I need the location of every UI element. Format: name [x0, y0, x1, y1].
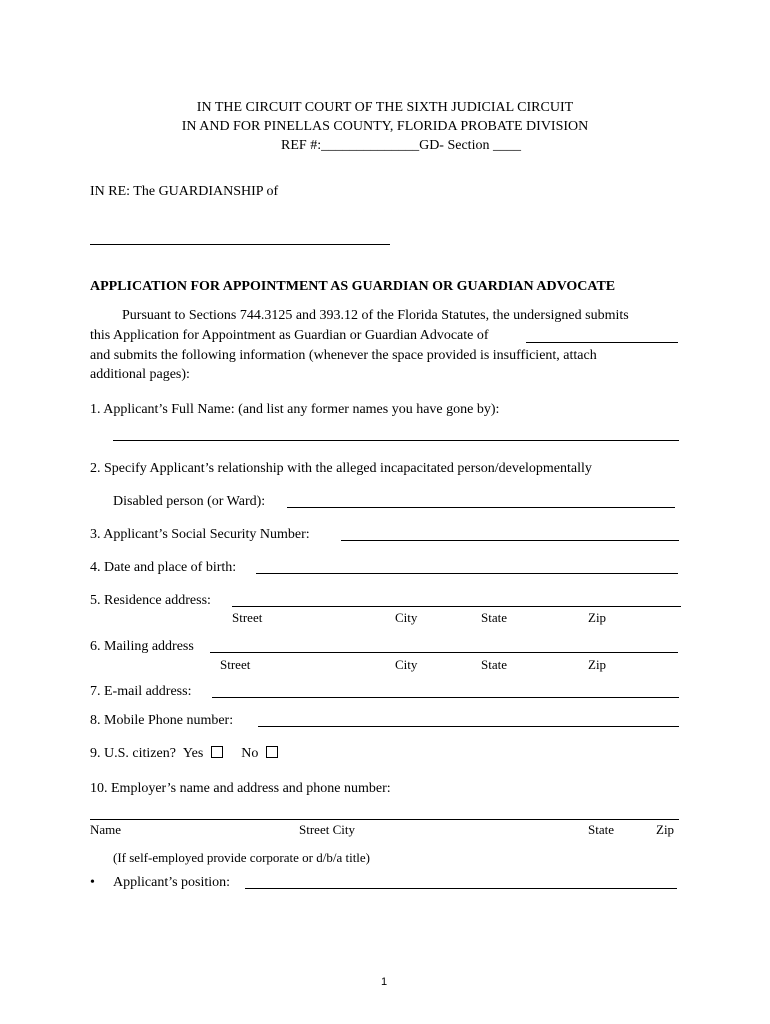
birth-field[interactable]: [256, 573, 678, 574]
item-4-birth: 4. Date and place of birth:: [90, 560, 237, 575]
item-9-citizen: [90, 746, 278, 762]
citizen-yes-checkbox[interactable]: [211, 746, 223, 758]
residence-zip-label: Zip: [588, 610, 607, 625]
mailing-field[interactable]: [210, 652, 678, 653]
intro-line-1: Pursuant to Sections 744.3125 and 393.12 of the Florida Statutes, the undersigned submits: [122, 308, 629, 323]
document-title: APPLICATION FOR APPOINTMENT AS GUARDIAN OR GUARDIAN ADVOCATE: [90, 279, 616, 294]
intro-line-2: this Application for Appointment as Guardian or Guardian Advocate of: [90, 328, 489, 343]
item-5-residence: 5. Residence address:: [90, 593, 211, 608]
residence-street-label: Street: [232, 610, 263, 625]
mailing-state-label: State: [481, 657, 507, 672]
citizen-no-label: No: [241, 746, 259, 761]
employer-state-label: State: [588, 822, 614, 837]
employer-zip-label: Zip: [656, 822, 675, 837]
mobile-field[interactable]: [258, 726, 679, 727]
relationship-field[interactable]: [287, 507, 675, 508]
employer-street-city-label: Street City: [299, 822, 355, 837]
intro-line-4: additional pages):: [90, 367, 190, 382]
item-7-email: 7. E-mail address:: [90, 684, 192, 699]
citizen-yes-label: Yes: [182, 746, 204, 761]
applicant-position-field[interactable]: [245, 888, 677, 889]
item-2-relationship: 2. Specify Applicant’s relationship with the alleged incapacitated person/developmentally: [90, 461, 592, 476]
self-employed-note: (If self-employed provide corporate or d/b/a title): [113, 850, 371, 865]
citizen-no-checkbox[interactable]: [266, 746, 278, 758]
residence-state-label: State: [481, 610, 507, 625]
employer-field[interactable]: [90, 819, 679, 820]
bullet-dot: •: [90, 875, 95, 890]
ward-name-blank[interactable]: [526, 342, 678, 343]
court-heading-line1: IN THE CIRCUIT COURT OF THE SIXTH JUDICIAL CIRCUIT: [196, 100, 574, 115]
intro-line-3: and submits the following information (whenever the space provided is insufficient, attach: [90, 348, 597, 363]
item-10-employer: 10. Employer’s name and address and phone number:: [90, 781, 391, 796]
full-name-field[interactable]: [113, 440, 679, 441]
ref-number-line: REF #:______________GD- Section ____: [281, 138, 521, 153]
court-heading-line2: IN AND FOR PINELLAS COUNTY, FLORIDA PROBATE DIVISION: [181, 119, 589, 134]
item-1-full-name: 1. Applicant’s Full Name: (and list any former names you have gone by):: [90, 402, 500, 417]
citizen-question: 9. U.S. citizen?: [90, 746, 176, 761]
mailing-street-label: Street: [220, 657, 251, 672]
in-re-guardianship: IN RE: The GUARDIANSHIP of: [90, 184, 279, 199]
item-8-mobile: 8. Mobile Phone number:: [90, 713, 234, 728]
employer-name-label: Name: [90, 822, 122, 837]
item-3-ssn: 3. Applicant’s Social Security Number:: [90, 527, 310, 542]
ssn-field[interactable]: [341, 540, 679, 541]
residence-field[interactable]: [232, 606, 681, 607]
ward-name-line[interactable]: [90, 244, 390, 245]
page-number: 1: [381, 976, 388, 988]
mailing-zip-label: Zip: [588, 657, 607, 672]
mailing-city-label: City: [395, 657, 418, 672]
item-2-ward-label: Disabled person (or Ward):: [113, 494, 266, 509]
bullet-applicant-position: [90, 875, 230, 891]
item-6-mailing: 6. Mailing address: [90, 639, 194, 654]
residence-city-label: City: [395, 610, 418, 625]
applicant-position-label: Applicant’s position:: [113, 875, 231, 890]
email-field[interactable]: [212, 697, 679, 698]
